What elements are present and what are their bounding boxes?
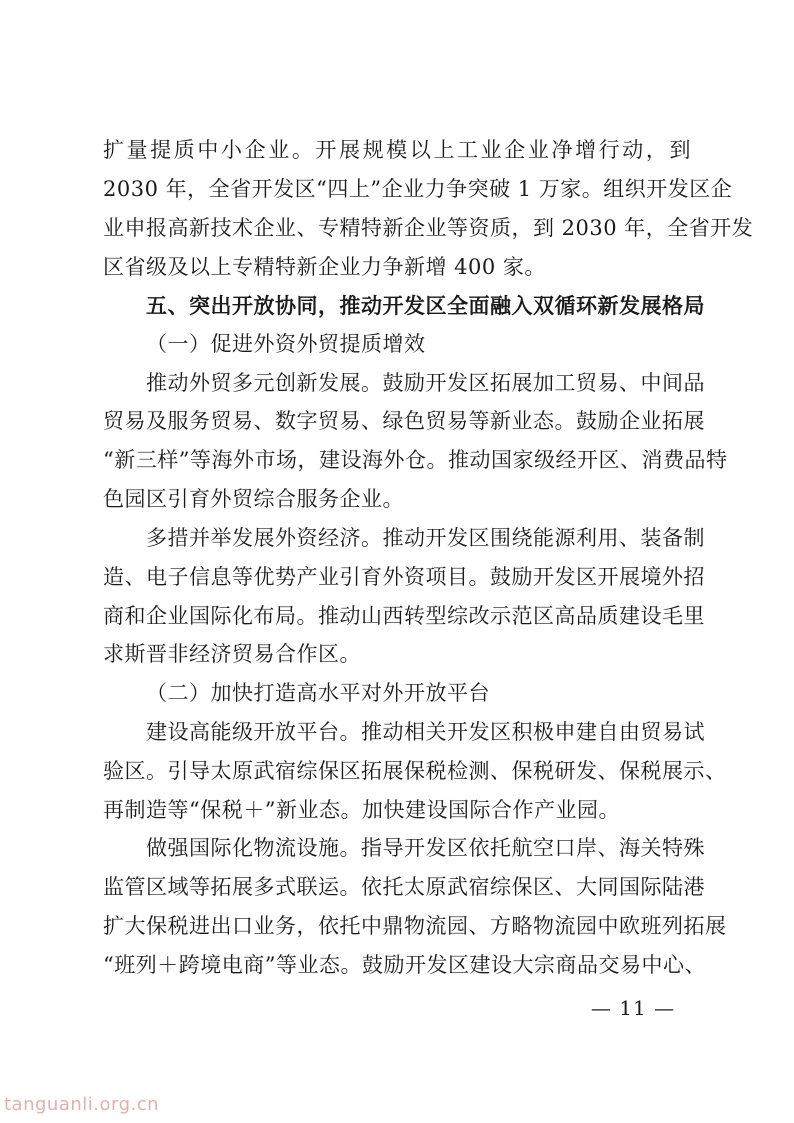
body-text-line: 扩量提质中小企业。开展规模以上工业企业净增行动，到 xyxy=(103,138,691,162)
body-text-line: 商和企业国际化布局。推动山西转型综改示范区高品质建设毛里 xyxy=(103,604,705,628)
body-text-line: 建设高能级开放平台。推动相关开发区积极申建自由贸易试 xyxy=(146,720,705,744)
watermark: tanguanli.org.cn xyxy=(4,1094,160,1115)
section-heading: 五、突出开放协同，推动开发区全面融入双循环新发展格局 xyxy=(146,294,705,318)
body-text-line: “班列＋跨境电商”等业态。鼓励开发区建设大宗商品交易中心、 xyxy=(103,953,706,977)
body-text-line: 色园区引育外贸综合服务企业。 xyxy=(103,487,404,511)
body-text-line: 推动外贸多元创新发展。鼓励开发区拓展加工贸易、中间品 xyxy=(146,371,705,395)
body-text-line: 造、电子信息等优势产业引育外资项目。鼓励开发区开展境外招 xyxy=(103,565,705,589)
body-text-line: 2030 年，全省开发区“四上”企业力争突破 1 万家。组织开发区企 xyxy=(103,177,733,201)
body-text-line: 业申报高新技术企业、专精特新企业等资质，到 2030 年，全省开发 xyxy=(103,216,754,240)
page-number: — 11 — xyxy=(590,996,676,1020)
body-text-line: “新三样”等海外市场，建设海外仓。推动国家级经开区、消费品特 xyxy=(103,448,728,472)
body-text-line: 做强国际化物流设施。指导开发区依托航空口岸、海关特殊 xyxy=(146,836,705,860)
body-text-line: 区省级及以上专精特新企业力争新增 400 家。 xyxy=(103,255,546,279)
subsection-heading: （二）加快打造高水平对外开放平台 xyxy=(146,681,490,705)
body-text-line: 再制造等“保税＋”新业态。加快建设国际合作产业园。 xyxy=(103,798,620,822)
body-text-line: 验区。引导太原武宿综保区拓展保税检测、保税研发、保税展示、 xyxy=(103,759,727,783)
body-text-line: 扩大保税进出口业务，依托中鼎物流园、方略物流园中欧班列拓展 xyxy=(103,914,727,938)
body-text-line: 求斯晋非经济贸易合作区。 xyxy=(103,642,361,666)
body-text-line: 多措并举发展外资经济。推动开发区围绕能源利用、装备制 xyxy=(146,526,705,550)
body-text-line: 贸易及服务贸易、数字贸易、绿色贸易等新业态。鼓励企业拓展 xyxy=(103,409,705,433)
body-text-line: 监管区域等拓展多式联运。依托太原武宿综保区、大同国际陆港 xyxy=(103,875,705,899)
subsection-heading: （一）促进外资外贸提质增效 xyxy=(146,332,426,356)
